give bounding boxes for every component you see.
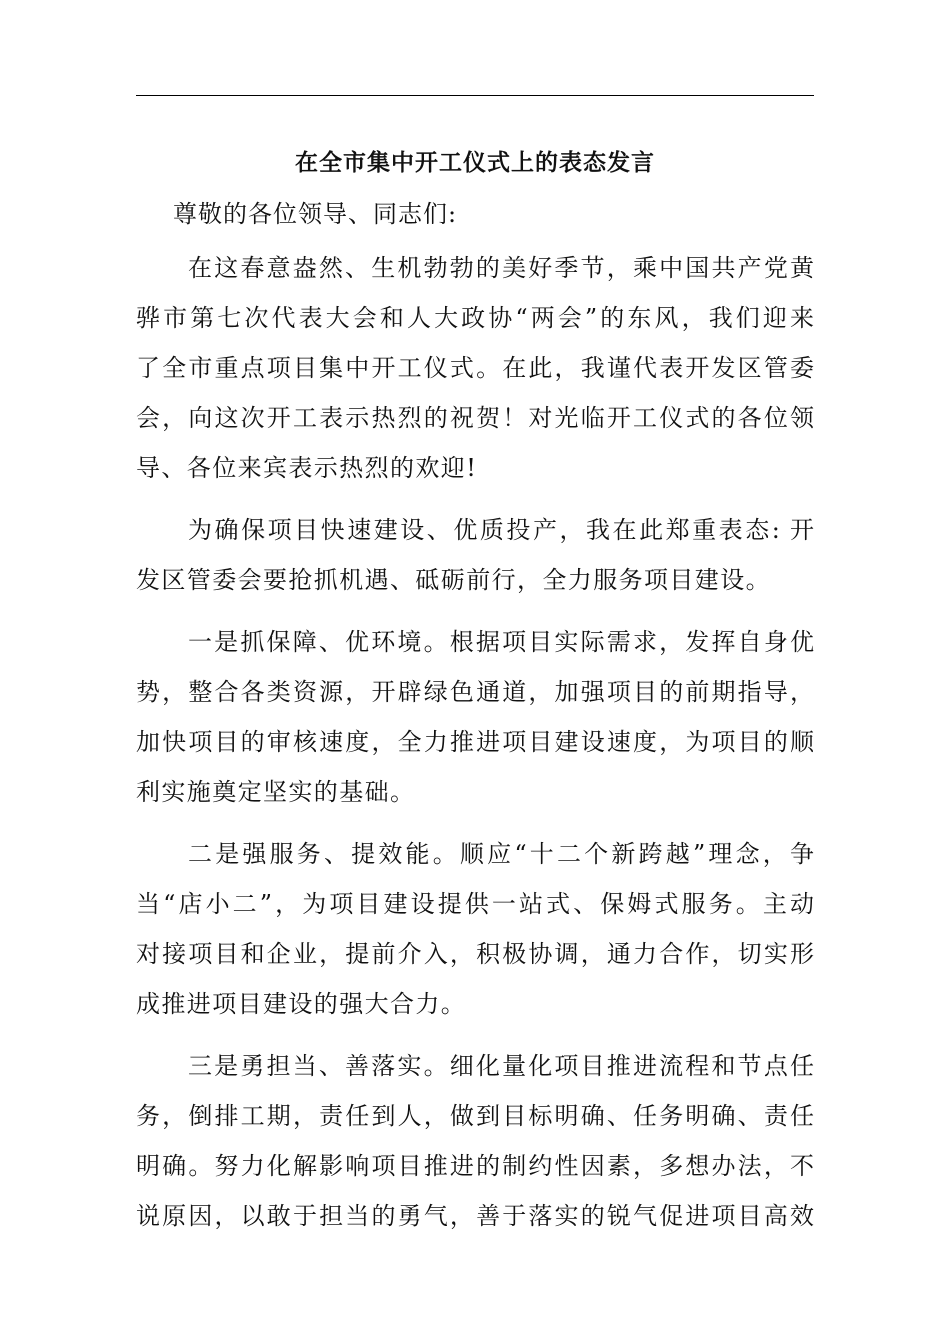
paragraph-point-one bbox=[136, 617, 814, 817]
header-rule bbox=[136, 95, 814, 96]
text-line: 务，倒排工期，责任到人，做到目标明确、任务明确、责任 bbox=[136, 1102, 814, 1130]
text-line: 对接项目和企业，提前介入，积极协调，通力合作，切实形 bbox=[136, 940, 814, 968]
text-line: 导、各位来宾表示热烈的欢迎! bbox=[136, 454, 478, 482]
salutation: 尊敬的各位领导、同志们: bbox=[173, 200, 458, 228]
paragraph-point-two bbox=[136, 829, 814, 1029]
text-line: 在这春意盎然、生机勃勃的美好季节，乘中国共产党黄 bbox=[188, 254, 814, 282]
text-line: 骅市第七次代表大会和人大政协“两会”的东风，我们迎来 bbox=[136, 304, 814, 332]
paragraph-opening bbox=[136, 243, 814, 493]
text-line: 成推进项目建设的强大合力。 bbox=[136, 990, 467, 1018]
paragraph-point-three bbox=[136, 1041, 814, 1241]
text-line: 二是强服务、提效能。顺应“十二个新跨越”理念，争 bbox=[188, 840, 814, 868]
text-line: 了全市重点项目集中开工仪式。在此，我谨代表开发区管委 bbox=[136, 354, 814, 382]
text-line: 势，整合各类资源，开辟绿色通道，加强项目的前期指导， bbox=[136, 678, 814, 706]
text-line: 当“店小二”，为项目建设提供一站式、保姆式服务。主动 bbox=[136, 890, 814, 918]
document-title: 在全市集中开工仪式上的表态发言 bbox=[295, 150, 655, 176]
text-line: 明确。努力化解影响项目推进的制约性因素，多想办法，不 bbox=[136, 1152, 814, 1180]
text-line: 三是勇担当、善落实。细化量化项目推进流程和节点任 bbox=[188, 1052, 814, 1080]
text-line: 会，向这次开工表示热烈的祝贺！对光临开工仪式的各位领 bbox=[136, 404, 814, 432]
text-line: 为确保项目快速建设、优质投产，我在此郑重表态: 开 bbox=[188, 516, 814, 544]
text-line: 利实施奠定坚实的基础。 bbox=[136, 778, 416, 806]
document-body bbox=[136, 243, 814, 1241]
text-line: 一是抓保障、优环境。根据项目实际需求，发挥自身优 bbox=[188, 628, 814, 656]
text-line: 说原因，以敢于担当的勇气，善于落实的锐气促进项目高效 bbox=[136, 1202, 814, 1230]
text-line: 加快项目的审核速度，全力推进项目建设速度，为项目的顺 bbox=[136, 728, 814, 756]
paragraph-pledge bbox=[136, 505, 814, 605]
text-line: 发区管委会要抢抓机遇、砥砺前行，全力服务项目建设。 bbox=[136, 566, 771, 594]
